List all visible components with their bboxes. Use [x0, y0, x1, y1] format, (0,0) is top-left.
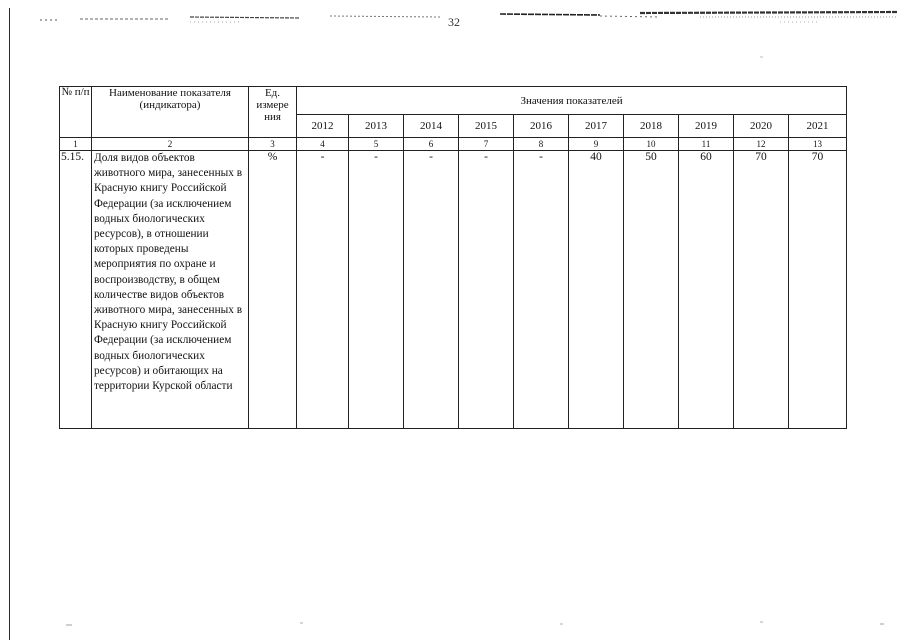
value-cell: -: [459, 151, 514, 429]
column-index: 3: [249, 138, 297, 151]
year-header: 2020: [734, 115, 789, 138]
header-name: Наименование показателя (индикатора): [92, 87, 249, 138]
value-cell: 70: [789, 151, 847, 429]
value-cell: -: [404, 151, 459, 429]
column-index: 2: [92, 138, 249, 151]
year-header: 2018: [624, 115, 679, 138]
column-index: 10: [624, 138, 679, 151]
table-row: [60, 151, 847, 429]
indicators-table: [59, 86, 847, 429]
column-index: 11: [679, 138, 734, 151]
column-index: 12: [734, 138, 789, 151]
year-header: 2013: [349, 115, 404, 138]
value-cell: 50: [624, 151, 679, 429]
column-index: 13: [789, 138, 847, 151]
row-number: 5.15.: [60, 151, 92, 429]
column-index: 9: [569, 138, 624, 151]
value-cell: 40: [569, 151, 624, 429]
value-cell: 70: [734, 151, 789, 429]
year-header: 2017: [569, 115, 624, 138]
page-number: 32: [448, 15, 460, 29]
year-header: 2021: [789, 115, 847, 138]
value-cell: -: [349, 151, 404, 429]
year-header: 2014: [404, 115, 459, 138]
column-index: 1: [60, 138, 92, 151]
header-values-group: Значения показателей: [297, 87, 847, 115]
indicator-unit: %: [249, 151, 297, 429]
value-cell: -: [297, 151, 349, 429]
header-num: № п/п: [60, 87, 92, 138]
year-header: 2019: [679, 115, 734, 138]
year-header: 2016: [514, 115, 569, 138]
column-index: 5: [349, 138, 404, 151]
year-header: 2015: [459, 115, 514, 138]
header-unit: Ед. измере ния: [249, 87, 297, 138]
header-row: [60, 87, 847, 115]
column-index-row: [60, 138, 847, 151]
value-cell: 60: [679, 151, 734, 429]
column-index: 4: [297, 138, 349, 151]
column-index: 7: [459, 138, 514, 151]
column-index: 8: [514, 138, 569, 151]
page-left-border: [9, 8, 10, 640]
column-index: 6: [404, 138, 459, 151]
indicator-name: Доля видов объектов животного мира, занесенных в Красную книгу Российской Федерации (за исключением водных биологических ресурсов), в отношении которых проведены мероприятия по охране и воспроизводству, в общем количестве видов объектов животного мира, занесенных в Красную книгу Российской Федерации (за исключением водных биологических ресурсов) и обитающих на территории Курской области: [92, 151, 249, 429]
value-cell: -: [514, 151, 569, 429]
scan-artifact-top: [40, 8, 898, 28]
year-header: 2012: [297, 115, 349, 138]
